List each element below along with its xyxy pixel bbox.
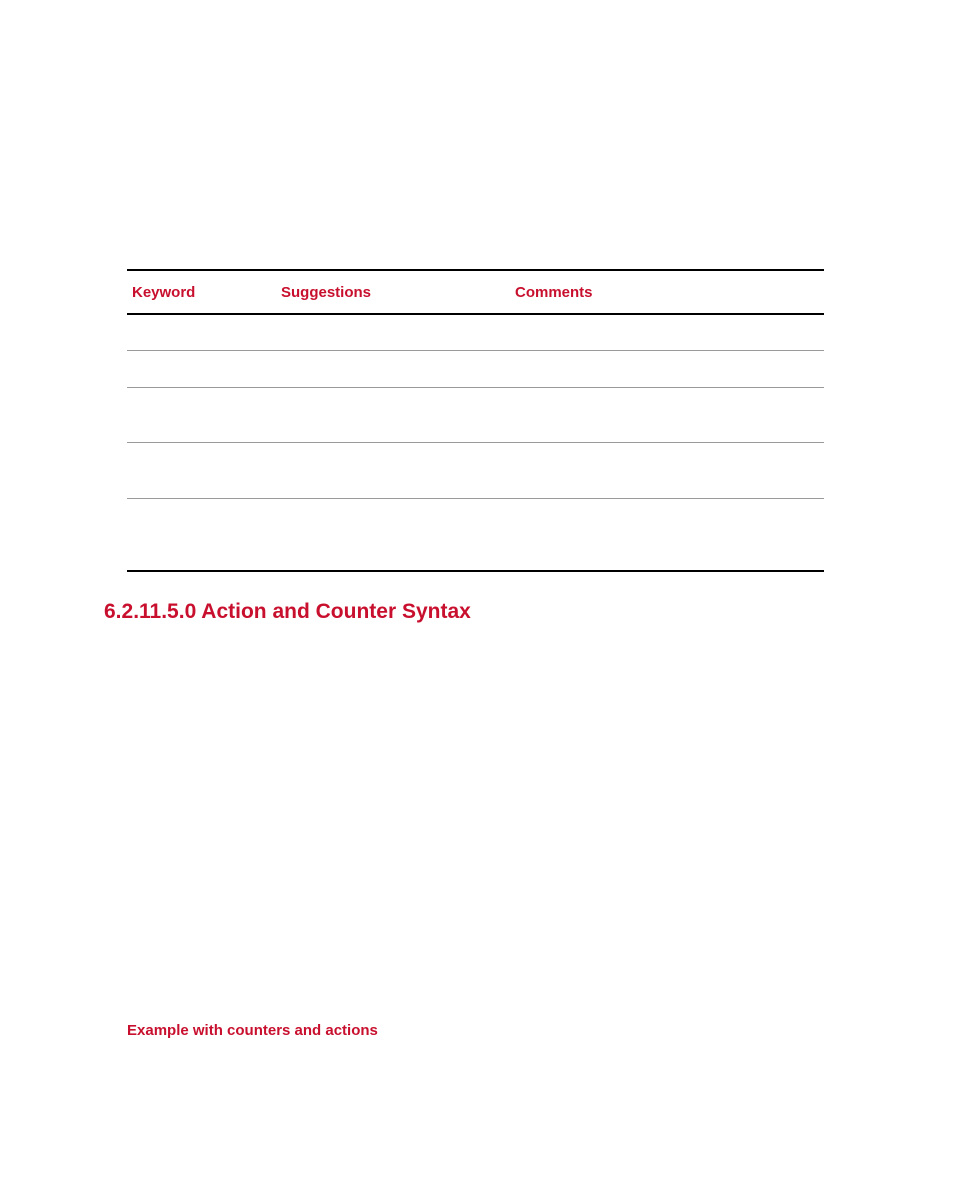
header-suggestions: Suggestions bbox=[276, 270, 510, 314]
table-cell bbox=[276, 498, 510, 571]
table-cell bbox=[276, 314, 510, 350]
table-row bbox=[127, 314, 824, 350]
table-cell bbox=[276, 387, 510, 442]
table-row bbox=[127, 498, 824, 571]
header-comments: Comments bbox=[510, 270, 824, 314]
table-row bbox=[127, 387, 824, 442]
section-heading: 6.2.11.5.0 Action and Counter Syntax bbox=[104, 600, 471, 623]
table-row bbox=[127, 350, 824, 387]
table-cell bbox=[510, 350, 824, 387]
table-cell bbox=[510, 498, 824, 571]
table-cell bbox=[510, 442, 824, 498]
table-cell bbox=[127, 498, 276, 571]
table-cell bbox=[127, 350, 276, 387]
table-cell bbox=[276, 442, 510, 498]
table-cell bbox=[127, 387, 276, 442]
keyword-table bbox=[127, 269, 824, 572]
table-cell bbox=[276, 350, 510, 387]
table-header-row bbox=[127, 270, 824, 314]
example-heading: Example with counters and actions bbox=[127, 1022, 378, 1039]
table-cell bbox=[510, 314, 824, 350]
table-row bbox=[127, 442, 824, 498]
table-cell bbox=[127, 442, 276, 498]
table-cell bbox=[127, 314, 276, 350]
table-cell bbox=[510, 387, 824, 442]
header-keyword: Keyword bbox=[127, 270, 276, 314]
